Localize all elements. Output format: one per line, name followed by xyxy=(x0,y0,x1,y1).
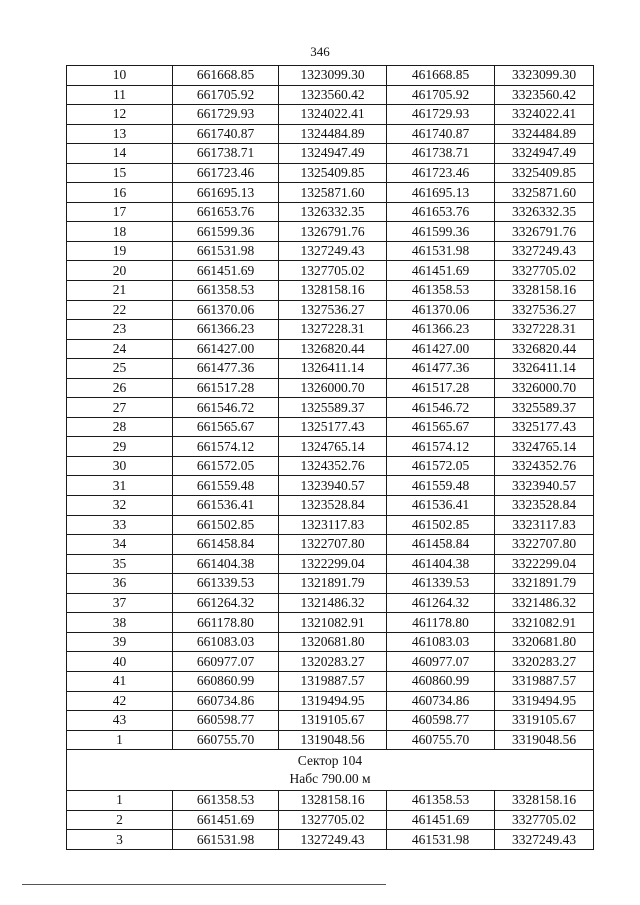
x-coord-cell: 661740.87 xyxy=(173,124,279,144)
y-coord-cell: 1319048.56 xyxy=(279,730,387,750)
point-number-cell: 29 xyxy=(67,437,173,457)
y-coord-cell: 1319887.57 xyxy=(279,671,387,691)
x-msk-cell: 461458.84 xyxy=(387,535,495,555)
table-row xyxy=(67,456,594,476)
y-coord-cell: 1319105.67 xyxy=(279,711,387,731)
y-msk-cell: 3328158.16 xyxy=(495,281,594,301)
x-coord-cell: 661705.92 xyxy=(173,85,279,105)
x-coord-cell: 661178.80 xyxy=(173,613,279,633)
table-row xyxy=(67,417,594,437)
y-msk-cell: 3323940.57 xyxy=(495,476,594,496)
table-row xyxy=(67,124,594,144)
table-row xyxy=(67,320,594,340)
point-number-cell: 17 xyxy=(67,202,173,222)
x-msk-cell: 461264.32 xyxy=(387,593,495,613)
x-coord-cell: 661531.98 xyxy=(173,241,279,261)
y-coord-cell: 1319494.95 xyxy=(279,691,387,711)
table-row xyxy=(67,437,594,457)
x-coord-cell: 660734.86 xyxy=(173,691,279,711)
table-row xyxy=(67,574,594,594)
table-row xyxy=(67,711,594,731)
x-msk-cell: 461536.41 xyxy=(387,496,495,516)
point-number-cell: 41 xyxy=(67,671,173,691)
y-coord-cell: 1324765.14 xyxy=(279,437,387,457)
table-row xyxy=(67,791,594,811)
x-coord-cell: 661083.03 xyxy=(173,632,279,652)
point-number-cell: 43 xyxy=(67,711,173,731)
y-coord-cell: 1327705.02 xyxy=(279,261,387,281)
point-number-cell: 28 xyxy=(67,417,173,437)
x-msk-cell: 461451.69 xyxy=(387,810,495,830)
x-msk-cell: 460755.70 xyxy=(387,730,495,750)
x-msk-cell: 461574.12 xyxy=(387,437,495,457)
sector-subtitle: Набс 790.00 м xyxy=(289,771,371,787)
point-number-cell: 30 xyxy=(67,456,173,476)
y-msk-cell: 3323117.83 xyxy=(495,515,594,535)
point-number-cell: 25 xyxy=(67,359,173,379)
x-msk-cell: 460734.86 xyxy=(387,691,495,711)
x-coord-cell: 661695.13 xyxy=(173,183,279,203)
point-number-cell: 13 xyxy=(67,124,173,144)
table-row xyxy=(67,671,594,691)
y-coord-cell: 1321082.91 xyxy=(279,613,387,633)
x-msk-cell: 461517.28 xyxy=(387,378,495,398)
point-number-cell: 2 xyxy=(67,810,173,830)
table-row xyxy=(67,66,594,86)
y-coord-cell: 1327705.02 xyxy=(279,810,387,830)
x-msk-cell: 461653.76 xyxy=(387,202,495,222)
y-coord-cell: 1323940.57 xyxy=(279,476,387,496)
page-number: 346 xyxy=(310,44,330,59)
table-row xyxy=(67,496,594,516)
y-msk-cell: 3321486.32 xyxy=(495,593,594,613)
y-msk-cell: 3323528.84 xyxy=(495,496,594,516)
x-msk-cell: 460860.99 xyxy=(387,671,495,691)
y-coord-cell: 1323528.84 xyxy=(279,496,387,516)
y-coord-cell: 1324947.49 xyxy=(279,144,387,164)
x-msk-cell: 461668.85 xyxy=(387,66,495,86)
x-msk-cell: 461738.71 xyxy=(387,144,495,164)
point-number-cell: 31 xyxy=(67,476,173,496)
x-coord-cell: 661502.85 xyxy=(173,515,279,535)
y-msk-cell: 3327705.02 xyxy=(495,810,594,830)
y-msk-cell: 3327249.43 xyxy=(495,830,594,850)
coordinates-table xyxy=(66,65,594,850)
x-coord-cell: 661729.93 xyxy=(173,105,279,125)
point-number-cell: 37 xyxy=(67,593,173,613)
y-msk-cell: 3328158.16 xyxy=(495,791,594,811)
point-number-cell: 15 xyxy=(67,163,173,183)
y-coord-cell: 1324352.76 xyxy=(279,456,387,476)
table-row xyxy=(67,300,594,320)
x-coord-cell: 661477.36 xyxy=(173,359,279,379)
point-number-cell: 33 xyxy=(67,515,173,535)
x-coord-cell: 661738.71 xyxy=(173,144,279,164)
x-coord-cell: 661517.28 xyxy=(173,378,279,398)
y-coord-cell: 1326791.76 xyxy=(279,222,387,242)
x-coord-cell: 661264.32 xyxy=(173,593,279,613)
table-row xyxy=(67,183,594,203)
table-row xyxy=(67,652,594,672)
y-coord-cell: 1324484.89 xyxy=(279,124,387,144)
table-row xyxy=(67,613,594,633)
table-row xyxy=(67,202,594,222)
x-coord-cell: 661358.53 xyxy=(173,281,279,301)
x-coord-cell: 661451.69 xyxy=(173,810,279,830)
point-number-cell: 23 xyxy=(67,320,173,340)
y-msk-cell: 3326820.44 xyxy=(495,339,594,359)
table-row xyxy=(67,378,594,398)
y-msk-cell: 3322707.80 xyxy=(495,535,594,555)
point-number-cell: 36 xyxy=(67,574,173,594)
x-msk-cell: 461599.36 xyxy=(387,222,495,242)
y-coord-cell: 1326820.44 xyxy=(279,339,387,359)
y-coord-cell: 1326332.35 xyxy=(279,202,387,222)
x-msk-cell: 461531.98 xyxy=(387,830,495,850)
point-number-cell: 1 xyxy=(67,791,173,811)
point-number-cell: 21 xyxy=(67,281,173,301)
sector-header-cell xyxy=(67,750,594,791)
y-coord-cell: 1322707.80 xyxy=(279,535,387,555)
x-coord-cell: 661404.38 xyxy=(173,554,279,574)
table-row xyxy=(67,144,594,164)
y-msk-cell: 3324484.89 xyxy=(495,124,594,144)
x-msk-cell: 461531.98 xyxy=(387,241,495,261)
y-msk-cell: 3319887.57 xyxy=(495,671,594,691)
y-coord-cell: 1323099.30 xyxy=(279,66,387,86)
x-coord-cell: 660598.77 xyxy=(173,711,279,731)
point-number-cell: 3 xyxy=(67,830,173,850)
y-msk-cell: 3327705.02 xyxy=(495,261,594,281)
x-msk-cell: 461358.53 xyxy=(387,281,495,301)
x-coord-cell: 661723.46 xyxy=(173,163,279,183)
y-msk-cell: 3322299.04 xyxy=(495,554,594,574)
coordinates-table-body-a xyxy=(67,66,594,750)
x-msk-cell: 461427.00 xyxy=(387,339,495,359)
point-number-cell: 39 xyxy=(67,632,173,652)
y-coord-cell: 1327228.31 xyxy=(279,320,387,340)
x-msk-cell: 461729.93 xyxy=(387,105,495,125)
y-coord-cell: 1321486.32 xyxy=(279,593,387,613)
y-coord-cell: 1325871.60 xyxy=(279,183,387,203)
x-msk-cell: 460598.77 xyxy=(387,711,495,731)
table-row xyxy=(67,339,594,359)
table-row xyxy=(67,398,594,418)
x-msk-cell: 461502.85 xyxy=(387,515,495,535)
y-msk-cell: 3324352.76 xyxy=(495,456,594,476)
x-coord-cell: 661427.00 xyxy=(173,339,279,359)
y-coord-cell: 1327536.27 xyxy=(279,300,387,320)
point-number-cell: 20 xyxy=(67,261,173,281)
sector-title: Сектор 104 xyxy=(297,753,363,769)
y-coord-cell: 1320283.27 xyxy=(279,652,387,672)
x-msk-cell: 461477.36 xyxy=(387,359,495,379)
table-row xyxy=(67,830,594,850)
x-coord-cell: 661572.05 xyxy=(173,456,279,476)
point-number-cell: 26 xyxy=(67,378,173,398)
table-row xyxy=(67,535,594,555)
y-msk-cell: 3323560.42 xyxy=(495,85,594,105)
x-coord-cell: 661531.98 xyxy=(173,830,279,850)
y-coord-cell: 1325589.37 xyxy=(279,398,387,418)
x-msk-cell: 461339.53 xyxy=(387,574,495,594)
table-row xyxy=(67,515,594,535)
coordinates-table-body-b xyxy=(67,791,594,850)
table-row xyxy=(67,281,594,301)
table-row xyxy=(67,261,594,281)
x-coord-cell: 661546.72 xyxy=(173,398,279,418)
y-msk-cell: 3325871.60 xyxy=(495,183,594,203)
y-msk-cell: 3326000.70 xyxy=(495,378,594,398)
point-number-cell: 38 xyxy=(67,613,173,633)
table-row xyxy=(67,359,594,379)
point-number-cell: 32 xyxy=(67,496,173,516)
table-row xyxy=(67,105,594,125)
y-coord-cell: 1326411.14 xyxy=(279,359,387,379)
y-coord-cell: 1325177.43 xyxy=(279,417,387,437)
y-coord-cell: 1323560.42 xyxy=(279,85,387,105)
sector-header xyxy=(67,750,594,791)
y-coord-cell: 1324022.41 xyxy=(279,105,387,125)
x-coord-cell: 661339.53 xyxy=(173,574,279,594)
y-msk-cell: 3320283.27 xyxy=(495,652,594,672)
table-row xyxy=(67,691,594,711)
y-coord-cell: 1322299.04 xyxy=(279,554,387,574)
x-coord-cell: 660755.70 xyxy=(173,730,279,750)
y-msk-cell: 3326791.76 xyxy=(495,222,594,242)
point-number-cell: 34 xyxy=(67,535,173,555)
y-msk-cell: 3321891.79 xyxy=(495,574,594,594)
x-coord-cell: 661559.48 xyxy=(173,476,279,496)
y-msk-cell: 3319048.56 xyxy=(495,730,594,750)
table-row xyxy=(67,593,594,613)
y-coord-cell: 1327249.43 xyxy=(279,830,387,850)
y-coord-cell: 1323117.83 xyxy=(279,515,387,535)
table-row xyxy=(67,241,594,261)
x-msk-cell: 461358.53 xyxy=(387,791,495,811)
x-msk-cell: 461083.03 xyxy=(387,632,495,652)
y-coord-cell: 1320681.80 xyxy=(279,632,387,652)
point-number-cell: 12 xyxy=(67,105,173,125)
x-coord-cell: 661451.69 xyxy=(173,261,279,281)
y-coord-cell: 1326000.70 xyxy=(279,378,387,398)
x-msk-cell: 461366.23 xyxy=(387,320,495,340)
y-msk-cell: 3324765.14 xyxy=(495,437,594,457)
point-number-cell: 27 xyxy=(67,398,173,418)
table-row xyxy=(67,554,594,574)
x-coord-cell: 661458.84 xyxy=(173,535,279,555)
y-coord-cell: 1328158.16 xyxy=(279,281,387,301)
y-msk-cell: 3324947.49 xyxy=(495,144,594,164)
x-coord-cell: 661370.06 xyxy=(173,300,279,320)
x-coord-cell: 661599.36 xyxy=(173,222,279,242)
point-number-cell: 16 xyxy=(67,183,173,203)
y-msk-cell: 3325177.43 xyxy=(495,417,594,437)
point-number-cell: 18 xyxy=(67,222,173,242)
x-coord-cell: 661574.12 xyxy=(173,437,279,457)
point-number-cell: 22 xyxy=(67,300,173,320)
y-msk-cell: 3321082.91 xyxy=(495,613,594,633)
y-msk-cell: 3319494.95 xyxy=(495,691,594,711)
y-msk-cell: 3327228.31 xyxy=(495,320,594,340)
point-number-cell: 24 xyxy=(67,339,173,359)
x-msk-cell: 461695.13 xyxy=(387,183,495,203)
x-msk-cell: 461546.72 xyxy=(387,398,495,418)
x-msk-cell: 461370.06 xyxy=(387,300,495,320)
x-msk-cell: 461705.92 xyxy=(387,85,495,105)
point-number-cell: 42 xyxy=(67,691,173,711)
point-number-cell: 19 xyxy=(67,241,173,261)
point-number-cell: 35 xyxy=(67,554,173,574)
x-coord-cell: 660860.99 xyxy=(173,671,279,691)
point-number-cell: 14 xyxy=(67,144,173,164)
x-msk-cell: 461740.87 xyxy=(387,124,495,144)
x-msk-cell: 461572.05 xyxy=(387,456,495,476)
y-msk-cell: 3324022.41 xyxy=(495,105,594,125)
point-number-cell: 40 xyxy=(67,652,173,672)
table-row xyxy=(67,85,594,105)
y-coord-cell: 1328158.16 xyxy=(279,791,387,811)
point-number-cell: 10 xyxy=(67,66,173,86)
point-number-cell: 11 xyxy=(67,85,173,105)
x-coord-cell: 660977.07 xyxy=(173,652,279,672)
y-msk-cell: 3326332.35 xyxy=(495,202,594,222)
x-msk-cell: 460977.07 xyxy=(387,652,495,672)
x-msk-cell: 461559.48 xyxy=(387,476,495,496)
y-msk-cell: 3325589.37 xyxy=(495,398,594,418)
x-msk-cell: 461565.67 xyxy=(387,417,495,437)
x-coord-cell: 661536.41 xyxy=(173,496,279,516)
x-msk-cell: 461404.38 xyxy=(387,554,495,574)
y-coord-cell: 1325409.85 xyxy=(279,163,387,183)
x-coord-cell: 661565.67 xyxy=(173,417,279,437)
table-row xyxy=(67,810,594,830)
table-row xyxy=(67,476,594,496)
table-row xyxy=(67,632,594,652)
table-row xyxy=(67,730,594,750)
x-msk-cell: 461451.69 xyxy=(387,261,495,281)
y-msk-cell: 3326411.14 xyxy=(495,359,594,379)
y-coord-cell: 1327249.43 xyxy=(279,241,387,261)
x-coord-cell: 661668.85 xyxy=(173,66,279,86)
footer-rule xyxy=(22,884,386,885)
table-row xyxy=(67,163,594,183)
y-msk-cell: 3320681.80 xyxy=(495,632,594,652)
x-coord-cell: 661358.53 xyxy=(173,791,279,811)
point-number-cell: 1 xyxy=(67,730,173,750)
x-msk-cell: 461723.46 xyxy=(387,163,495,183)
table-row xyxy=(67,222,594,242)
x-coord-cell: 661653.76 xyxy=(173,202,279,222)
y-msk-cell: 3323099.30 xyxy=(495,66,594,86)
x-msk-cell: 461178.80 xyxy=(387,613,495,633)
y-msk-cell: 3325409.85 xyxy=(495,163,594,183)
y-msk-cell: 3319105.67 xyxy=(495,711,594,731)
x-coord-cell: 661366.23 xyxy=(173,320,279,340)
y-msk-cell: 3327536.27 xyxy=(495,300,594,320)
y-msk-cell: 3327249.43 xyxy=(495,241,594,261)
y-coord-cell: 1321891.79 xyxy=(279,574,387,594)
